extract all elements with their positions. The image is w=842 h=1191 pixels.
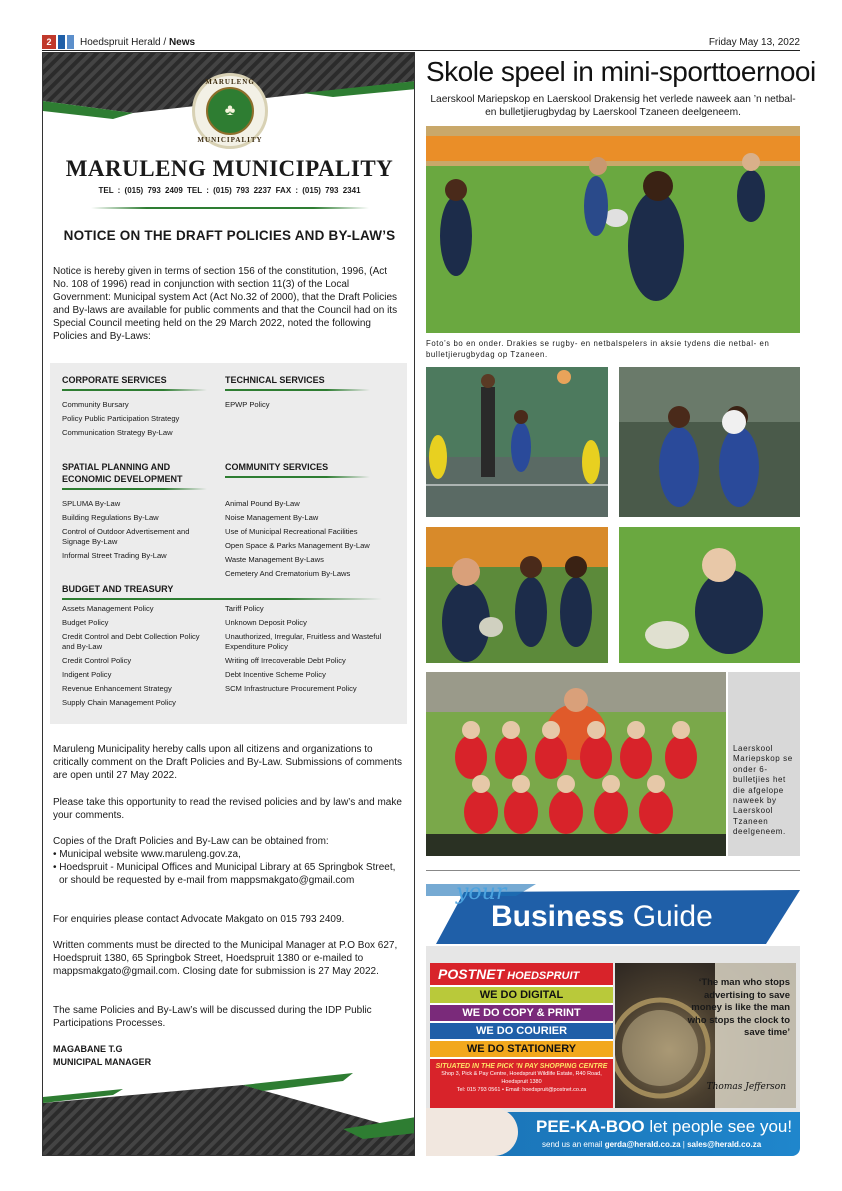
logo-text-top: MARULENG bbox=[205, 78, 255, 86]
peekaboo-banner bbox=[426, 1112, 800, 1156]
signatory-name: MAGABANE T.G bbox=[53, 1044, 123, 1054]
policy-item: Supply Chain Management Policy bbox=[62, 698, 176, 707]
policy-item: Building Regulations By-Law bbox=[62, 513, 159, 522]
netball-action-photo bbox=[426, 367, 608, 517]
postnet-branch: HOEDSPRUIT bbox=[507, 970, 580, 982]
policy-item: Credit Control Policy bbox=[62, 656, 132, 665]
notice-title: NOTICE ON THE DRAFT POLICIES AND BY-LAW’S bbox=[63, 228, 396, 243]
budget-treasury-left-list bbox=[62, 602, 210, 710]
policy-item: Community Bursary bbox=[62, 400, 129, 409]
policy-item: Assets Management Policy bbox=[62, 604, 154, 613]
page-header bbox=[42, 34, 800, 50]
municipality-logo bbox=[192, 73, 268, 149]
policy-item: Unknown Deposit Policy bbox=[225, 618, 307, 627]
policy-item: Open Space & Parks Management By-Law bbox=[225, 541, 370, 550]
service-bar: WE DO COURIER bbox=[430, 1023, 613, 1039]
peekaboo-brand: PEE-KA-BOO bbox=[536, 1117, 645, 1136]
section-divider bbox=[426, 870, 800, 871]
page-number: 2 bbox=[42, 35, 56, 49]
header-accent-block bbox=[58, 35, 65, 49]
written-comments-note: Written comments must be directed to the Municipal Manager at P.O Box 627, Hoedspruit 1380, 65 Springbok Street, Hoedspruit 1380 or e-mailed to mappsmakgato@gmail.com. Closing date for submission is 27 May 2022. bbox=[53, 940, 398, 977]
group-heading: CORPORATE SERVICES bbox=[62, 375, 167, 385]
quote-author: Thomas Jefferson bbox=[706, 1082, 786, 1092]
postnet-footer bbox=[430, 1059, 613, 1108]
publication-name bbox=[80, 37, 195, 48]
business-guide bbox=[426, 880, 800, 1158]
issue-date: Friday May 13, 2022 bbox=[708, 36, 800, 48]
policy-item: Animal Pound By-Law bbox=[225, 499, 300, 508]
article-headline: Skole speel in mini-sporttoernooi bbox=[426, 56, 816, 87]
postnet-logo bbox=[430, 963, 613, 985]
advertising-quote: ‘The man who stops advertising to save money is like the man who stops the clock to save time’ bbox=[687, 977, 790, 1038]
budget-treasury-right-list bbox=[225, 602, 390, 696]
divider bbox=[62, 488, 207, 490]
guide-title-light: Guide bbox=[632, 900, 713, 933]
service-bar: WE DO STATIONERY bbox=[430, 1041, 613, 1057]
publication-title: Hoedspruit Herald / bbox=[80, 36, 167, 48]
team-photo-caption: Laerskool Mariepskop se onder 6-bulletjies het die afgelope naweek by Laerskool Tzaneen deelgeneem. bbox=[728, 672, 800, 856]
divider bbox=[225, 389, 370, 391]
policy-item: Cemetery And Crematorium By-Laws bbox=[225, 569, 351, 578]
copies-intro: Copies of the Draft Policies and By-Law can be obtained from: bbox=[53, 836, 329, 847]
quote-ad bbox=[615, 963, 796, 1108]
signatory-title: MUNICIPAL MANAGER bbox=[53, 1057, 152, 1067]
rugby-boy-ball-photo bbox=[619, 527, 800, 663]
divider bbox=[62, 389, 207, 391]
group-heading: COMMUNITY SERVICES bbox=[225, 462, 329, 472]
enquiries-note: For enquiries please contact Advocate Makgato on 015 793 2409. bbox=[53, 914, 345, 925]
policy-item: Use of Municipal Recreational Facilities bbox=[225, 527, 358, 536]
divider bbox=[62, 598, 382, 600]
section-name: News bbox=[168, 36, 196, 48]
notice-intro: Notice is hereby given in terms of section 156 of the constitution, 1996, (Act No. 108 of 1996) read in conjunction with section 11(3) of the Local Government: Municipal system Act (Act No.32 of 2000), that the Draft Policies and By-laws are available for public comments and that the Council had on its Special Council meeting held on the 29 March 2022, noted the following Policies and By-Laws: bbox=[53, 266, 398, 342]
policy-item: Debt Incentive Scheme Policy bbox=[225, 670, 326, 679]
policy-item: SPLUMA By-Law bbox=[62, 499, 121, 508]
call-to-comment: Maruleng Municipality hereby calls upon all citizens and organizations to critically comment on the Draft Policies and By-Law. Submissions of comments are open until 27 May 2022. bbox=[53, 744, 403, 781]
policy-list-box bbox=[50, 363, 407, 724]
team-group-photo bbox=[426, 672, 726, 856]
copies-bullet-office: • Hoedspruit - Municipal Offices and Municipal Library at 65 Springbok Street, or should be requested by e-mail from mappsmakgato@gmail.com bbox=[53, 862, 396, 886]
policy-item: Budget Policy bbox=[62, 618, 109, 627]
policy-item: Waste Management By-Laws bbox=[225, 555, 324, 564]
policy-item: Tariff Policy bbox=[225, 604, 264, 613]
email-link-sales[interactable]: sales@herald.co.za bbox=[687, 1140, 762, 1149]
logo-text-bottom: MUNICIPALITY bbox=[197, 136, 263, 144]
community-services-group bbox=[225, 461, 403, 581]
municipality-name: MARULENG MUNICIPALITY bbox=[65, 156, 394, 181]
service-bar: WE DO DIGITAL bbox=[430, 987, 613, 1003]
policy-item: Revenue Enhancement Strategy bbox=[62, 684, 172, 693]
postnet-location: SITUATED IN THE PICK ’N PAY SHOPPING CENTRE bbox=[435, 1063, 608, 1070]
policy-item: Unauthorized, Irregular, Fruitless and Wasteful Expenditure Policy bbox=[225, 632, 382, 651]
policy-item: Communication Strategy By-Law bbox=[62, 428, 173, 437]
spatial-planning-group bbox=[62, 461, 202, 563]
policy-item: Informal Street Trading By-Law bbox=[62, 551, 167, 560]
peeking-face-image bbox=[426, 1108, 518, 1156]
corporate-services-group bbox=[62, 374, 232, 440]
guide-ad-panel bbox=[426, 946, 800, 1112]
group-heading: BUDGET AND TREASURY bbox=[62, 584, 174, 594]
group-heading: TECHNICAL SERVICES bbox=[225, 375, 325, 385]
policy-item: Indigent Policy bbox=[62, 670, 112, 679]
postnet-brand: POSTNET bbox=[438, 966, 505, 982]
header-rule bbox=[42, 50, 800, 51]
postnet-address: Shop 3, Pick & Pay Centre, Hoedspruit Wildlife Estate, R40 Road, Hoedspruit 1380 bbox=[441, 1071, 602, 1085]
contact-separator: | bbox=[682, 1140, 685, 1149]
bottom-stripe-band bbox=[43, 1073, 415, 1156]
read-revised-note: Please take this opportunity to read the revised policies and by law’s and make your comments. bbox=[53, 797, 402, 821]
rugby-action-photo bbox=[426, 126, 800, 333]
postnet-contact: Tel: 015 793 0561 • Email: hoedspruit@postnet.co.za bbox=[456, 1087, 587, 1093]
contact-prefix: send us an email bbox=[542, 1140, 603, 1149]
policy-item: EPWP Policy bbox=[225, 400, 270, 409]
tree-icon: ♣ bbox=[206, 87, 254, 135]
photo-caption: Foto’s bo en onder. Drakies se rugby- en netbalspelers in aksie tydens die netbal- en bulletjierugbydag op Tzaneen. bbox=[426, 339, 770, 359]
idp-note: The same Policies and By-Law’s will be discussed during the IDP Public Participations Processes. bbox=[53, 1005, 372, 1029]
guide-script-word: your bbox=[456, 880, 507, 905]
policy-item: Writing off Irrecoverable Debt Policy bbox=[225, 656, 346, 665]
municipality-notice-ad bbox=[42, 52, 415, 1156]
sign-off bbox=[53, 1043, 151, 1069]
policy-item: SCM Infrastructure Procurement Policy bbox=[225, 684, 357, 693]
copies-bullet-website: • Municipal website www.maruleng.gov.za, bbox=[53, 849, 241, 860]
contact-numbers: TEL : (015) 793 2409 TEL : (015) 793 2237 FAX : (015) 793 2341 bbox=[98, 186, 361, 195]
article-intro: Laerskool Mariepskop en Laerskool Drakensig het verlede naweek aan ’n netbal- en bulletjierugbydag by Laerskool Tzaneen deelgeneem. bbox=[430, 94, 796, 118]
policy-item: Noise Management By-Law bbox=[225, 513, 319, 522]
guide-title-bold: Business bbox=[491, 900, 625, 933]
peekaboo-contact bbox=[542, 1140, 761, 1149]
group-heading: SPATIAL PLANNING AND ECONOMIC DEVELOPMENT bbox=[62, 462, 183, 484]
policy-item: Control of Outdoor Advertisement and Signage By-Law bbox=[62, 527, 190, 546]
netball-players-photo bbox=[619, 367, 800, 517]
email-link-gerda[interactable]: gerda@herald.co.za bbox=[604, 1140, 681, 1149]
service-bar: WE DO COPY & PRINT bbox=[430, 1005, 613, 1021]
divider bbox=[91, 207, 369, 209]
peekaboo-tagline: let people see you! bbox=[649, 1117, 793, 1136]
technical-services-group bbox=[225, 374, 395, 412]
policy-item: Credit Control and Debt Collection Policy and By-Law bbox=[62, 632, 200, 651]
policy-item: Policy Public Participation Strategy bbox=[62, 414, 180, 423]
rugby-boys-photo bbox=[426, 527, 608, 663]
divider bbox=[225, 476, 370, 478]
postnet-ad bbox=[430, 963, 613, 1108]
header-accent-block bbox=[67, 35, 74, 49]
guide-title bbox=[491, 900, 713, 934]
peekaboo-headline bbox=[536, 1117, 792, 1137]
